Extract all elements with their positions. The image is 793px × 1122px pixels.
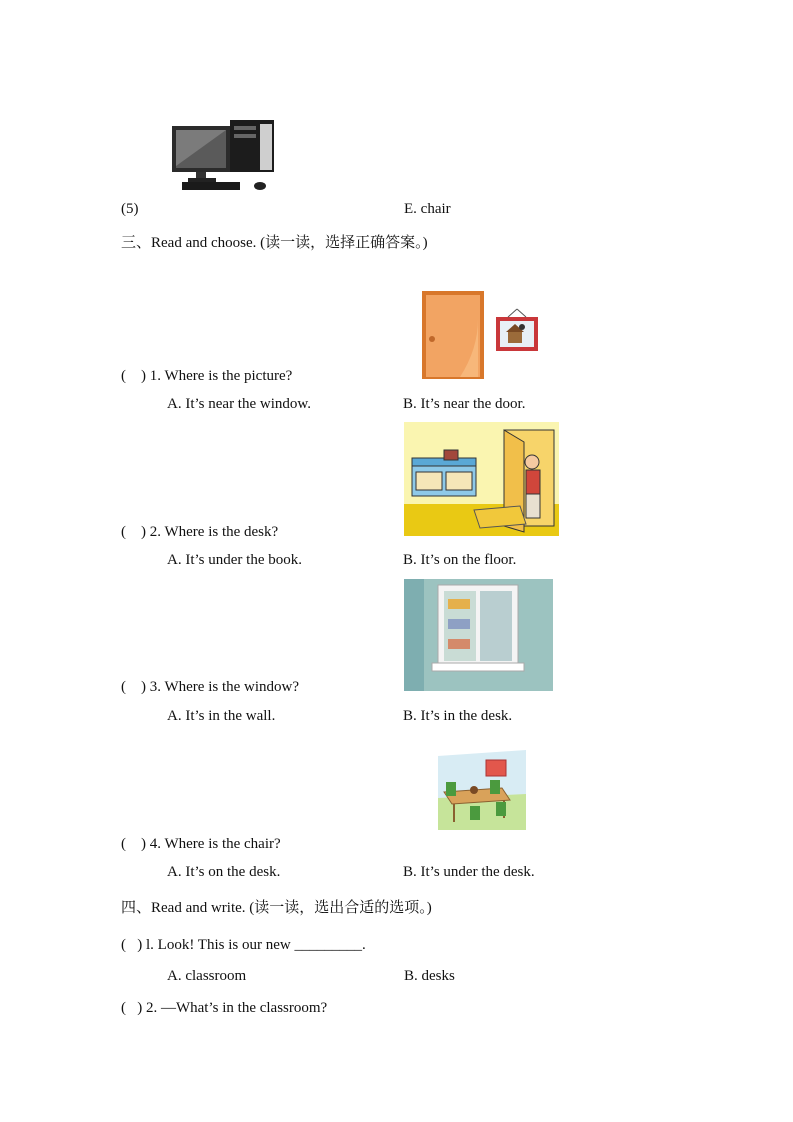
- s4-q1-option-a: A. classroom: [167, 968, 247, 984]
- s4-q2-question: ( ) 2. —What’s in the classroom?: [121, 1000, 328, 1016]
- s3-q4-option-a: A. It’s on the desk.: [167, 864, 281, 880]
- s4-q1-option-b: B. desks: [404, 968, 455, 984]
- s3-q2-option-b: B. It’s on the floor.: [403, 552, 517, 568]
- s3-q4-question: ( ) 4. Where is the chair?: [121, 836, 281, 852]
- item-5-number: (5): [121, 201, 139, 217]
- s3-q1-question: ( ) 1. Where is the picture?: [121, 368, 293, 384]
- s3-q1-option-b: B. It’s near the door.: [403, 396, 526, 412]
- item-5-option: E. chair: [404, 201, 451, 217]
- s3-q3-option-a: A. It’s in the wall.: [167, 708, 276, 724]
- window-icon: [404, 579, 553, 691]
- s3-q3-option-b: B. It’s in the desk.: [403, 708, 513, 724]
- s3-q2-option-a: A. It’s under the book.: [167, 552, 302, 568]
- s4-q1-question: ( ) l. Look! This is our new _________.: [121, 937, 366, 953]
- s3-q2-question: ( ) 2. Where is the desk?: [121, 524, 279, 540]
- s3-q1-option-a: A. It’s near the window.: [167, 396, 311, 412]
- table-and-chairs-icon: [434, 748, 528, 832]
- door-and-picture-icon: [420, 289, 542, 381]
- s3-q3-question: ( ) 3. Where is the window?: [121, 679, 300, 695]
- section-4-heading: 四、Read and write. (读一读，选出合适的选项。): [121, 900, 432, 916]
- s3-q4-option-b: B. It’s under the desk.: [403, 864, 535, 880]
- room-with-desk-icon: [404, 422, 559, 536]
- section-3-heading: 三、Read and choose. (读一读，选择正确答案。): [121, 235, 428, 251]
- computer-icon: [168, 116, 280, 194]
